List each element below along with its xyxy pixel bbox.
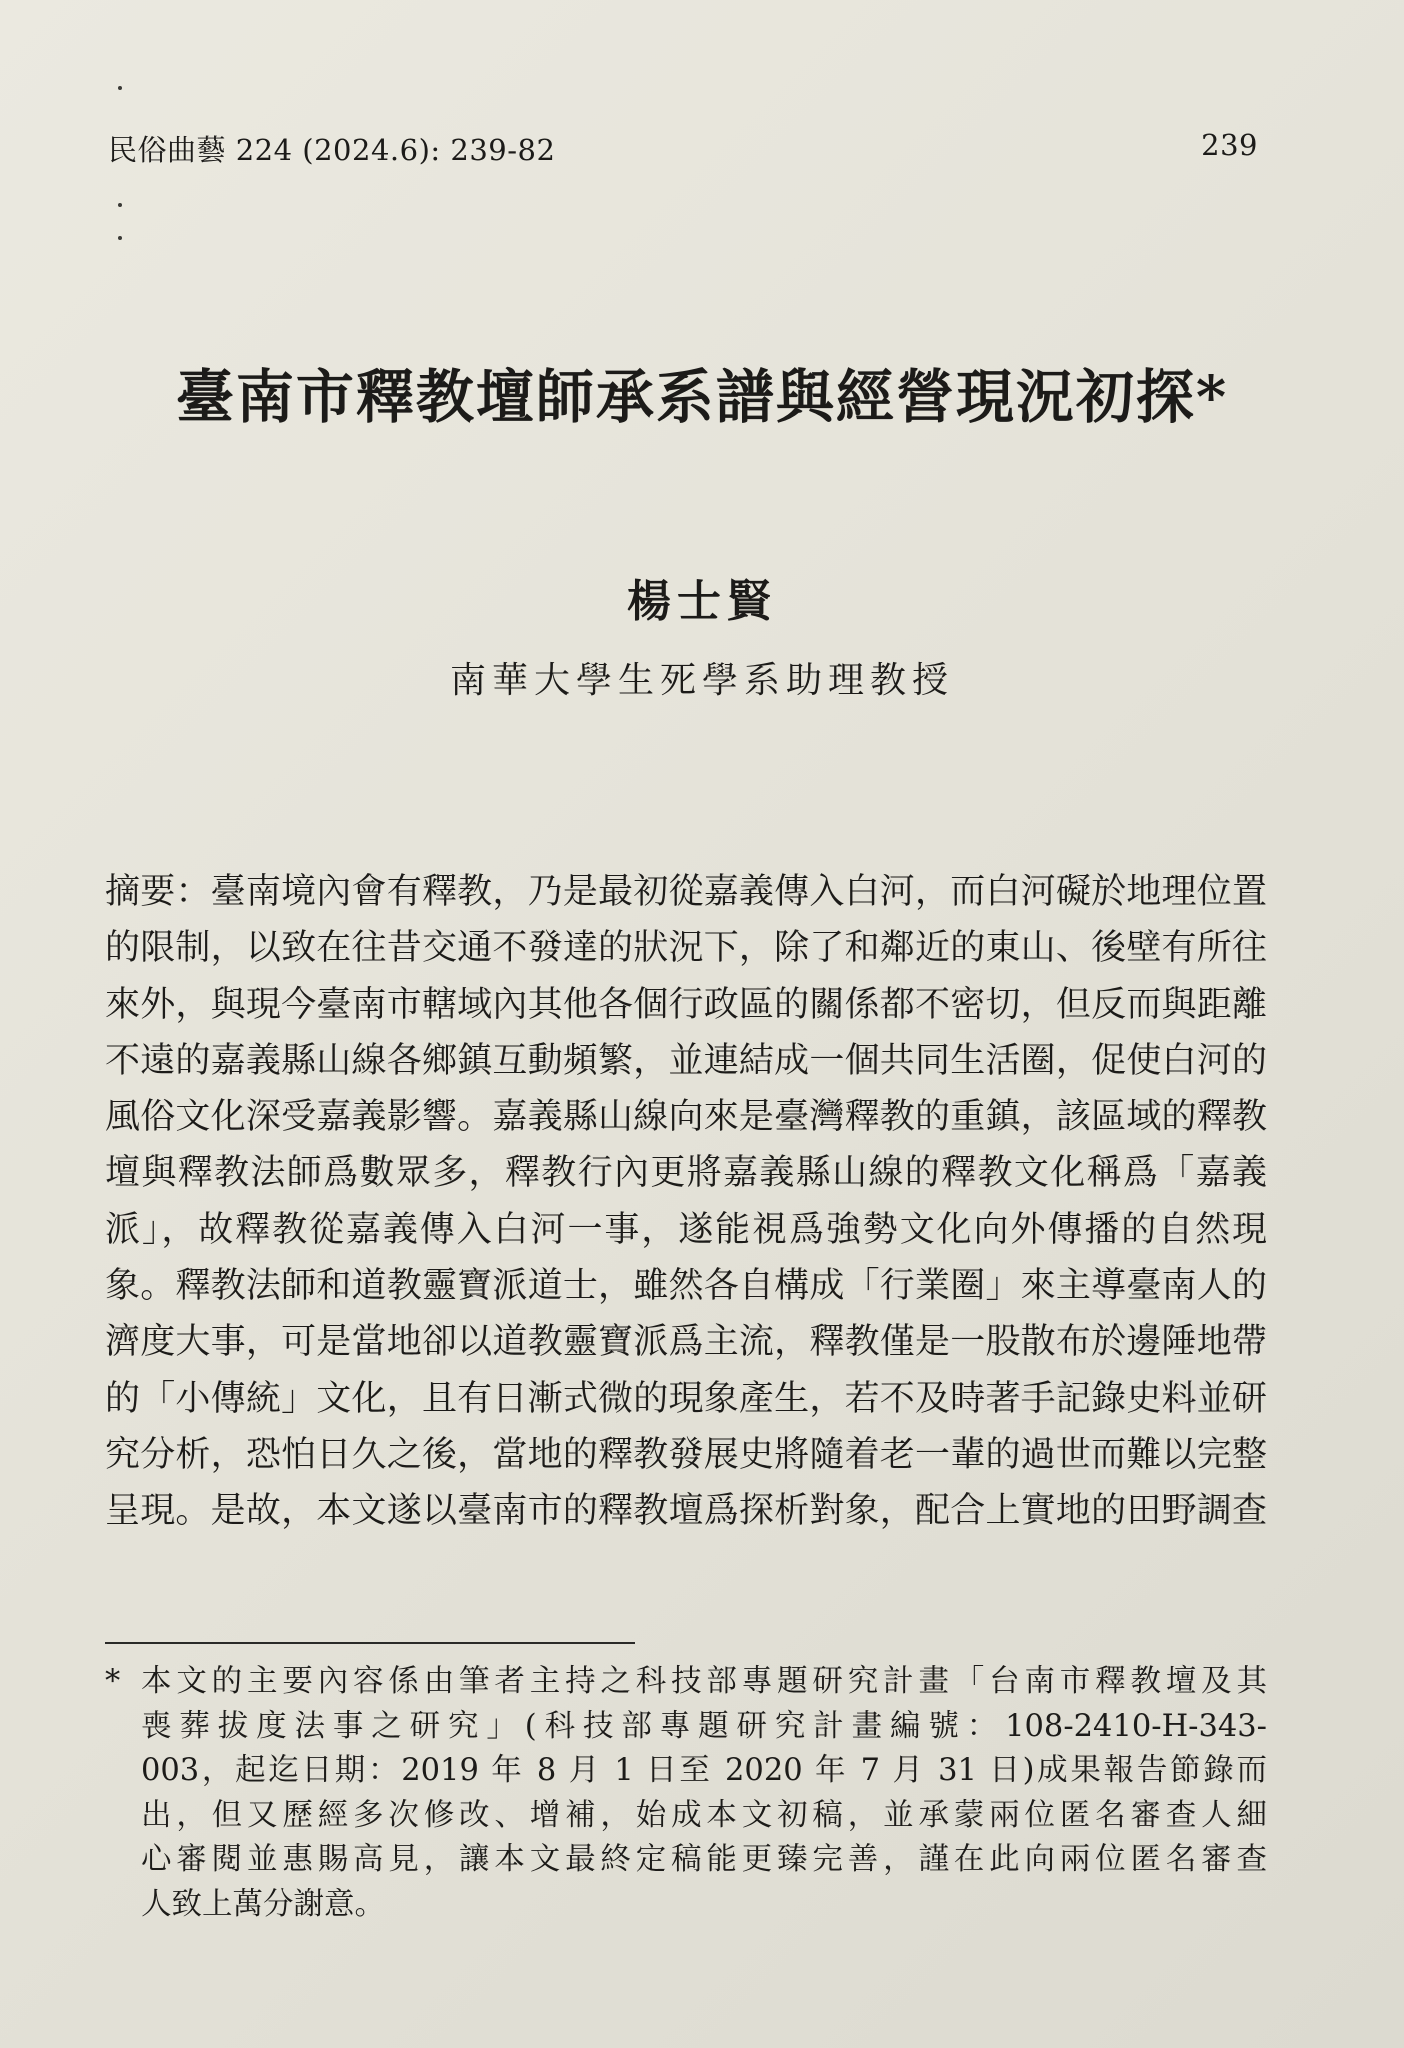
footnote-line: 心審閱並惠賜高見，讓本文最終定稿能更臻完善，謹在此向兩位匿名審查	[141, 1842, 1267, 1878]
abstract-line: 象。釋教法師和道教靈寶派道士，雖然各自構成「行業圈」來主導臺南人的	[105, 1266, 1267, 1307]
abstract-line: 來外，與現今臺南市轄域內其他各個行政區的關係都不密切，但反而與距離	[105, 984, 1267, 1025]
running-head	[108, 128, 1258, 168]
footnote-line: 人致上萬分謝意。	[141, 1886, 385, 1922]
paper-speck	[118, 86, 122, 90]
footnote-line: 喪葬拔度法事之研究」(科技部專題研究計畫編號：108-2410-H-343-	[141, 1708, 1267, 1744]
paper-speck	[118, 203, 122, 207]
footnote-divider	[105, 1642, 635, 1644]
page-number: 239	[1201, 128, 1258, 162]
footnote-line: 003，起迄日期：2019 年 8 月 1 日至 2020 年 7 月 31 日)成果報告節錄而	[141, 1753, 1267, 1789]
abstract-line: 的限制，以致在往昔交通不發達的狀況下，除了和鄰近的東山、後壁有所往	[105, 928, 1267, 969]
author-name: 楊士賢	[627, 576, 777, 627]
abstract-line: 究分析，恐怕日久之後，當地的釋教發展史將隨着老一輩的過世而難以完整	[105, 1434, 1267, 1475]
footnote-marker: *	[105, 1664, 121, 1699]
abstract-first-line-text: ：臺南境內會有釋教，乃是最初從嘉義傳入白河，而白河礙於地理位置	[175, 872, 1267, 912]
footnote-line: 出，但又歷經多次修改、增補，始成本文初稿，並承蒙兩位匿名審查人細	[141, 1797, 1267, 1833]
journal-reference: 民俗曲藝 224 (2024.6): 239-82	[108, 133, 556, 167]
footnote-text	[141, 1660, 1267, 1928]
article-title: 臺南市釋教壇師承系譜與經營現況初探*	[175, 363, 1229, 431]
paper-speck	[118, 236, 122, 240]
author-affiliation: 南華大學生死學系助理教授	[449, 660, 954, 701]
abstract-line: 不遠的嘉義縣山線各鄉鎮互動頻繁，並連結成一個共同生活圈，促使白河的	[105, 1040, 1267, 1081]
abstract-line	[105, 864, 1267, 920]
abstract-label: 摘要	[105, 872, 176, 912]
abstract-line: 壇與釋教法師爲數眾多，釋教行內更將嘉義縣山線的釋教文化稱爲「嘉義	[105, 1153, 1267, 1194]
abstract-line: 的「小傳統」文化，且有日漸式微的現象產生，若不及時著手記錄史料並研	[105, 1378, 1267, 1419]
abstract-line: 濟度大事，可是當地卻以道教靈寶派爲主流，釋教僅是一股散布於邊陲地帶	[105, 1322, 1267, 1363]
abstract-line: 派」，故釋教從嘉義傳入白河一事，遂能視爲強勢文化向外傳播的自然現	[105, 1209, 1267, 1250]
footnote-line: 本文的主要內容係由筆者主持之科技部專題研究計畫「台南市釋教壇及其	[141, 1664, 1267, 1699]
abstract-line: 呈現。是故，本文遂以臺南市的釋教壇爲探析對象，配合上實地的田野調查	[105, 1491, 1267, 1532]
abstract	[105, 864, 1267, 1540]
abstract-line: 風俗文化深受嘉義影響。嘉義縣山線向來是臺灣釋教的重鎮，該區域的釋教	[105, 1097, 1267, 1138]
